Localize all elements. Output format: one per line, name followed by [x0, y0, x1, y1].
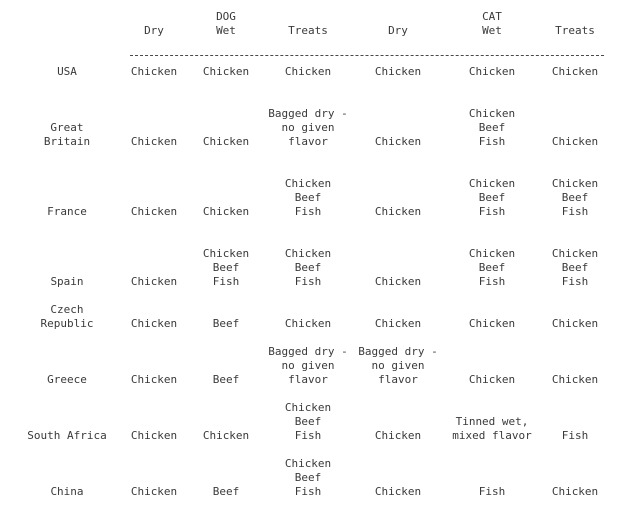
table-cell: Chicken: [374, 275, 422, 288]
table-cell: Chicken: [130, 205, 178, 218]
table-cell: Chicken Beef Fish: [468, 247, 516, 288]
country-label: Spain: [50, 275, 84, 288]
dog-group-header: DOG: [216, 10, 236, 23]
table-cell: Beef: [212, 485, 240, 498]
column-header-dog-dry: Dry: [144, 24, 164, 37]
table-cell: Chicken: [468, 317, 516, 330]
table-cell: Fish: [561, 429, 589, 442]
table-cell: Chicken: [374, 135, 422, 148]
country-label: China: [50, 485, 84, 498]
table-cell: Chicken Beef Fish: [468, 177, 516, 218]
table-cell: Chicken: [374, 65, 422, 78]
table-cell: Chicken: [551, 373, 599, 386]
column-header-dog-treats: Treats: [288, 24, 328, 37]
table-cell: Tinned wet, mixed flavor: [452, 415, 532, 442]
column-header-dog-wet: Wet: [216, 24, 236, 37]
table-cell: Bagged dry - no given flavor: [358, 345, 438, 386]
table-cell: Chicken Beef Fish: [284, 457, 332, 498]
country-label: Greece: [47, 373, 87, 386]
table-cell: Chicken: [130, 65, 178, 78]
table-cell: Chicken: [551, 65, 599, 78]
table-cell: Chicken: [551, 485, 599, 498]
table-cell: Fish: [478, 485, 506, 498]
table-cell: Chicken: [202, 135, 250, 148]
table-cell: Chicken: [468, 373, 516, 386]
table-cell: Chicken: [284, 317, 332, 330]
table-cell: Chicken: [130, 275, 178, 288]
table-cell: Chicken: [374, 485, 422, 498]
table-cell: Chicken: [130, 317, 178, 330]
country-label: France: [47, 205, 87, 218]
table-cell: Chicken Beef Fish: [551, 177, 599, 218]
table-cell: Chicken: [468, 65, 516, 78]
table-cell: Chicken: [374, 317, 422, 330]
country-label: Czech Republic: [40, 303, 94, 330]
table-cell: Chicken Beef Fish: [284, 247, 332, 288]
header-divider: [130, 55, 604, 56]
column-header-cat-treats: Treats: [555, 24, 595, 37]
table-cell: Chicken: [551, 317, 599, 330]
column-header-cat-wet: Wet: [482, 24, 502, 37]
table-cell: Chicken Beef Fish: [284, 401, 332, 442]
table-cell: Chicken: [202, 65, 250, 78]
table-cell: Chicken: [551, 135, 599, 148]
table-cell: Chicken: [130, 429, 178, 442]
cat-group-header: CAT: [482, 10, 502, 23]
table-cell: Beef: [212, 373, 240, 386]
table-cell: Chicken: [374, 429, 422, 442]
country-label: Great Britain: [43, 121, 91, 148]
table-cell: Bagged dry - no given flavor: [268, 345, 348, 386]
table-cell: Chicken: [202, 429, 250, 442]
table-cell: Chicken Beef Fish: [202, 247, 250, 288]
table-cell: Chicken: [130, 373, 178, 386]
table-cell: Chicken: [284, 65, 332, 78]
table-cell: Chicken: [374, 205, 422, 218]
table-cell: Chicken: [130, 135, 178, 148]
table-cell: Chicken Beef Fish: [284, 177, 332, 218]
table-cell: Chicken: [202, 205, 250, 218]
column-header-cat-dry: Dry: [388, 24, 408, 37]
country-label: South Africa: [27, 429, 107, 442]
table-cell: Chicken Beef Fish: [468, 107, 516, 148]
table-cell: Chicken: [130, 485, 178, 498]
table-cell: Bagged dry - no given flavor: [268, 107, 348, 148]
table-cell: Beef: [212, 317, 240, 330]
table-cell: Chicken Beef Fish: [551, 247, 599, 288]
country-label: USA: [57, 65, 77, 78]
